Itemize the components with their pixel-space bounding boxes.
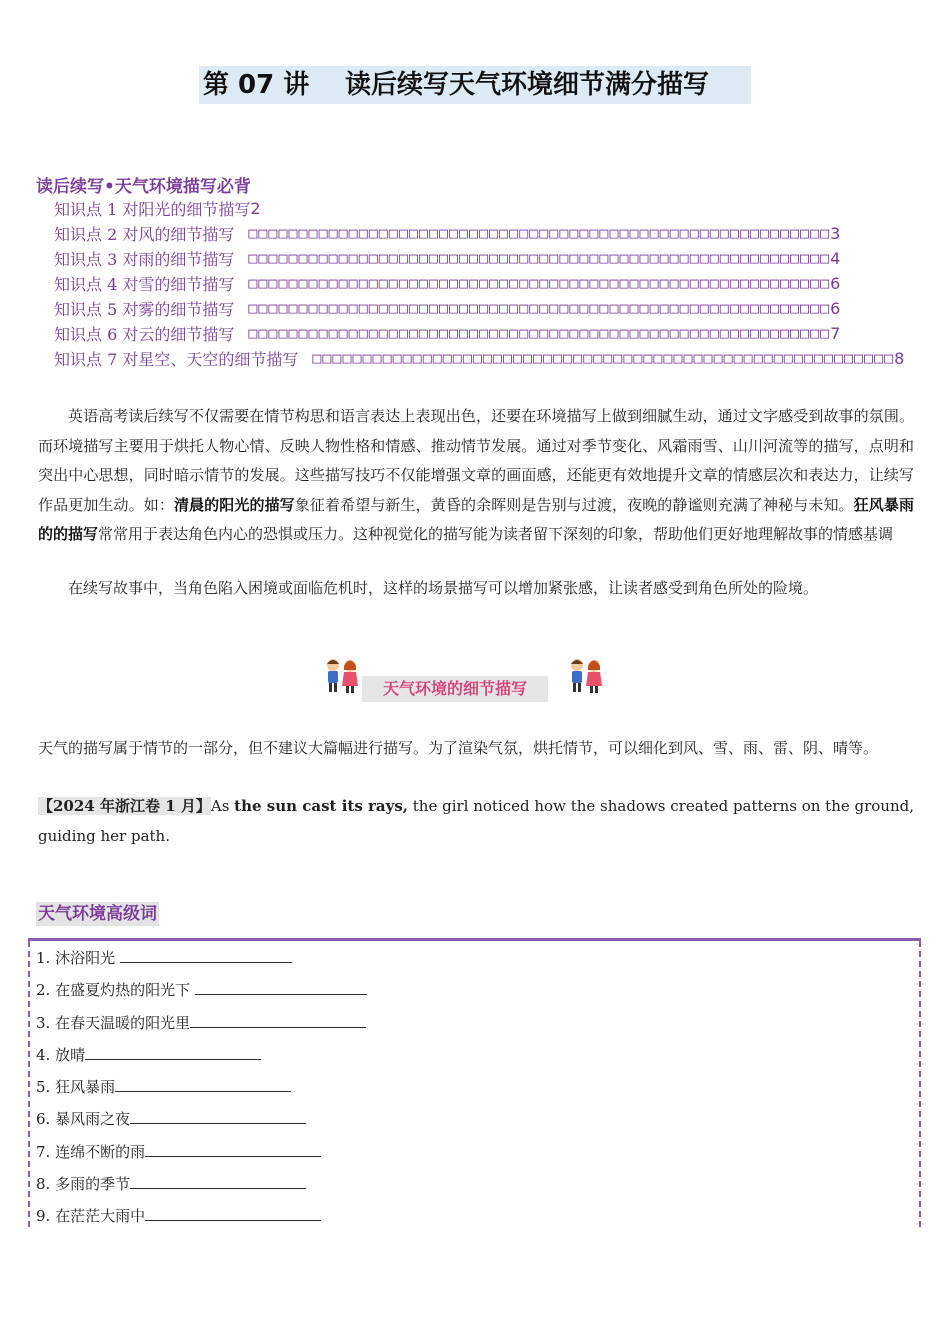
toc-leader: □□□□□□□□□□□□□□□□□□□□□□□□□□□□□□□□□□□□□□□□□□□□□□□□□□□□□□□□□□ [248,324,831,342]
example-sentence: 【2024 年浙江卷 1 月】As the sun cast its rays, the girl noticed how the shadows created patterns on the ground, guiding her path. [38,797,915,845]
toc-item-page: 6 [830,298,841,318]
answer-blank[interactable] [195,980,367,995]
vocab-heading: 天气环境高级词 [38,904,157,924]
toc-item-label: 知识点 4 对雪的细节描写 [54,274,235,294]
toc-item-page: 3 [830,223,841,243]
toc-item[interactable] [54,196,304,220]
toc-leader: □□□□□□□□□□□□□□□□□□□□□□□□□□□□□□□□□□□□□□□□□□□□□□□□□□□□□□□□□□ [248,299,831,317]
toc-leader: □□□□□□□□□□□□□□□□□□□□□□□□□□□□□□□□□□□□□□□□□□□□□□□□□□□□□□□□□□ [312,349,895,367]
answer-blank[interactable] [145,1206,321,1221]
vocab-item: 7. 连绵不断的雨 [36,1141,321,1162]
toc-item-page: 7 [830,323,841,343]
vocab-item: 4. 放晴 [36,1044,261,1065]
vocab-item: 6. 暴风雨之夜 [36,1108,306,1129]
page-title [199,66,751,104]
exam-tag: 【2024 年浙江卷 1 月】 [38,797,211,815]
answer-blank[interactable] [145,1142,321,1157]
toc-item[interactable] [54,346,905,370]
toc-item-label: 知识点 1 对阳光的细节描写 [54,199,251,219]
answer-blank[interactable] [115,1077,291,1092]
toc-heading: 读后续写•天气环境描写必背 [36,177,251,197]
vocab-item: 9. 在茫茫大雨中 [36,1205,321,1226]
toc-item-page: 2 [250,198,261,218]
toc-item-page: 6 [830,273,841,293]
toc-item[interactable] [54,296,841,320]
intro-paragraph: 英语高考读后续写不仅需要在情节构思和语言表达上表现出色，还要在环境描写上做到细腻生动，通过文字感受到故事的氛围。而环境描写主要用于烘托人物心情、反映人物性格和情感、推动情节发展。通过对季节变化、风霜雨雪、山川河流等的描写，点明和突出中心思想，同时暗示情节的发展。这些描写技巧不仅能增强文章的画面感，还能更有效地提升文章的情感层次和表达力，让续写作品更加生动。如：清晨的阳光的描写象征着希望与新生，黄昏的余晖则是告别与过渡，夜晚的静谧则充满了神秘与未知。狂风暴雨的的描写常常用于表达角色内心的恐惧或压力。这种视觉化的描写能为读者留下深刻的印象，帮助他们更好地理解故事的情感基调 [38,407,914,543]
toc-item-page: 8 [894,348,905,368]
toc-leader: □□□□□□□□□□□□□□□□□□□□□□□□□□□□□□□□□□□□□□□□□□□□□□□□□□□□□□□□□□ [248,224,831,242]
answer-blank[interactable] [130,1174,306,1189]
kids-illustration-icon [322,656,362,696]
highlight-text: 狂风暴雨的的描写 [38,495,914,543]
kids-illustration-icon [566,656,606,696]
toc-item[interactable] [54,321,841,345]
toc-item[interactable] [54,271,841,295]
toc-item-label: 知识点 5 对雾的细节描写 [54,299,235,319]
toc-item-label: 知识点 6 对云的细节描写 [54,324,235,344]
toc-leader: □□□□□□□□□□□□□□□□□□□□□□□□□□□□□□□□□□□□□□□□□□□□□□□□□□□□□□□□□□ [248,274,831,292]
vocab-box [28,938,921,1227]
vocab-item: 5. 狂风暴雨 [36,1076,291,1097]
vocab-item: 1. 沐浴阳光 [36,947,292,968]
toc-item[interactable] [54,246,841,270]
toc-item-label: 知识点 3 对雨的细节描写 [54,249,235,269]
vocab-item: 2. 在盛夏灼热的阳光下 [36,979,367,1000]
vocab-item: 3. 在春天温暖的阳光里 [36,1012,366,1033]
toc-item[interactable] [54,221,841,245]
vocab-item: 8. 多雨的季节 [36,1173,306,1194]
toc-leader: □□□□□□□□□□□□□□□□□□□□□□□□□□□□□□□□□□□□□□□□□□□□□□□□□□□□□□□□□□ [248,249,831,267]
answer-blank[interactable] [190,1013,366,1028]
box-left-border [28,941,30,1227]
section-badge: 天气环境的细节描写 [362,676,548,702]
answer-blank[interactable] [130,1109,306,1124]
box-right-border [919,941,921,1227]
weather-paragraph: 天气的描写属于情节的一部分，但不建议大篇幅进行描写。为了渲染气氛，烘托情节，可以细化到风、雪、雨、雷、阴、晴等。 [38,739,879,757]
answer-blank[interactable] [85,1045,261,1060]
toc-item-page: 4 [830,248,841,268]
answer-blank[interactable] [120,948,292,963]
intro-paragraph-2: 在续写故事中，当角色陷入困境或面临危机时，这样的场景描写可以增加紧张感，让读者感受到角色所处的险境。 [68,579,819,597]
toc-item-label: 知识点 2 对风的细节描写 [54,224,235,244]
lecture-title: 读后续写天气环境细节满分描写 [345,70,710,100]
lecture-number: 第 07 讲 [203,70,310,100]
highlight-text: 清晨的阳光的描写 [173,495,295,514]
toc-item-label: 知识点 7 对星空、天空的细节描写 [54,349,299,369]
